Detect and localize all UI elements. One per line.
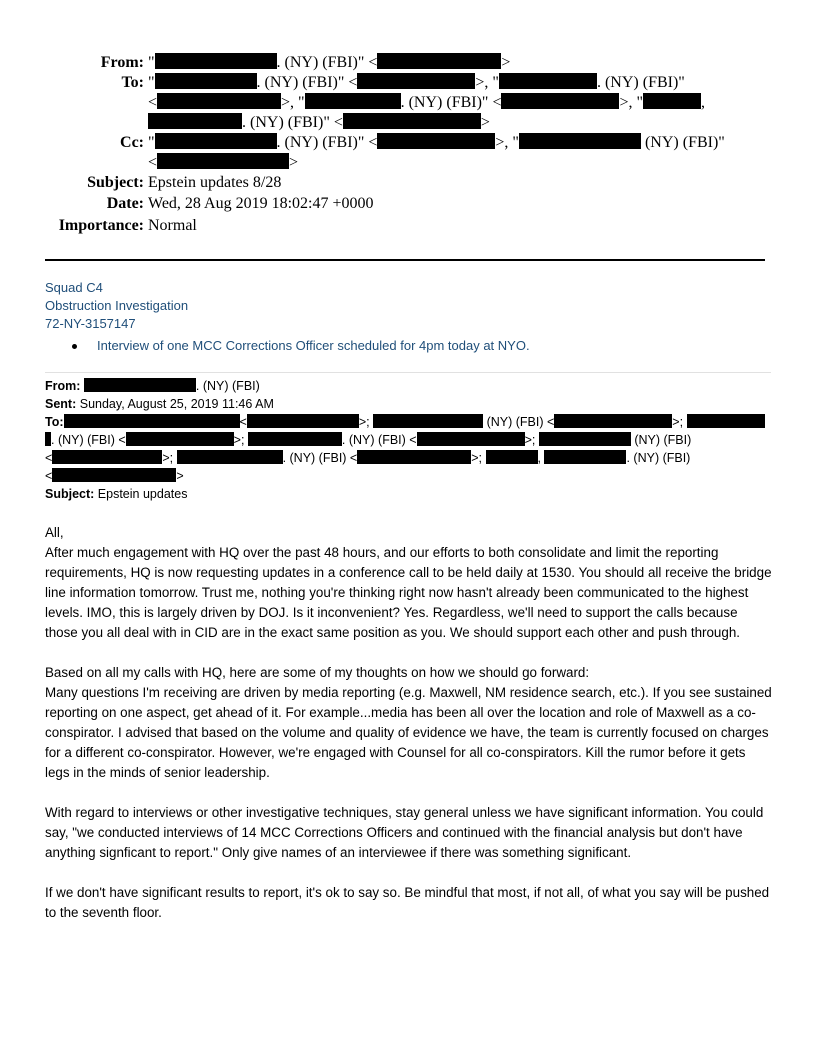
email-body bbox=[45, 523, 773, 923]
fwd-to-text: < bbox=[45, 451, 53, 465]
cc-row: Cc: " . (NY) (FBI)" < >, " (NY) (FBI)" < > bbox=[120, 134, 725, 171]
redaction bbox=[305, 93, 401, 109]
from-label: From: bbox=[100, 54, 144, 71]
to-text: >, " bbox=[475, 74, 499, 91]
case-number: 72-NY-3157147 bbox=[45, 316, 136, 331]
redaction bbox=[687, 414, 765, 428]
importance-value: Normal bbox=[148, 217, 197, 234]
cc-text: > bbox=[289, 154, 299, 171]
bullet-text: Interview of one MCC Corrections Officer scheduled for 4pm today at NYO. bbox=[97, 338, 530, 353]
fwd-to-label: To: bbox=[45, 415, 64, 429]
redaction bbox=[499, 73, 597, 89]
redaction bbox=[52, 450, 162, 464]
fwd-to-text: . (NY) (FBI) < bbox=[282, 451, 358, 465]
redaction bbox=[52, 468, 176, 482]
date-value: Wed, 28 Aug 2019 18:02:47 +0000 bbox=[148, 195, 374, 212]
date-row bbox=[0, 194, 816, 214]
redaction bbox=[343, 113, 481, 129]
cc-text: (NY) (FBI)" bbox=[644, 134, 725, 151]
to-label: To: bbox=[121, 74, 144, 91]
fwd-to-text: . (NY) (FBI) < bbox=[341, 433, 417, 447]
redaction bbox=[501, 93, 619, 109]
redaction bbox=[247, 414, 359, 428]
fwd-subject-value: Epstein updates bbox=[97, 487, 188, 501]
fwd-sent-label: Sent: bbox=[45, 397, 77, 411]
redaction bbox=[377, 133, 495, 149]
importance-label: Importance: bbox=[58, 217, 144, 234]
redaction bbox=[157, 153, 289, 169]
bullet-dot-icon bbox=[72, 344, 77, 349]
fwd-to-text: >; bbox=[524, 433, 536, 447]
redaction bbox=[539, 432, 631, 446]
fwd-to-text: , bbox=[537, 451, 541, 465]
redaction bbox=[177, 450, 283, 464]
to-text: . (NY) (FBI)" < bbox=[242, 114, 343, 131]
fwd-sent-value: Sunday, August 25, 2019 11:46 AM bbox=[79, 397, 274, 411]
paragraph-4: If we don't have significant results to report, it's ok to say so. Be mindful that most, if not all, of what you say will be pushed to the seventh floor. bbox=[45, 885, 770, 920]
cc-text: . (NY) (FBI)" < bbox=[276, 134, 378, 151]
fwd-from-label: From: bbox=[45, 379, 81, 393]
fwd-from-value: . (NY) (FBI) bbox=[195, 379, 260, 393]
redaction bbox=[64, 414, 240, 428]
forward-divider bbox=[45, 372, 771, 373]
to-text: , bbox=[701, 94, 706, 111]
redaction bbox=[554, 414, 672, 428]
from-row: From: " . (NY) (FBI)" < > bbox=[100, 54, 511, 71]
to-text: . (NY) (FBI)" < bbox=[256, 74, 358, 91]
cc-text: >, " bbox=[495, 134, 519, 151]
to-text: . (NY) (FBI)" < bbox=[400, 94, 502, 111]
redaction bbox=[155, 133, 277, 149]
redaction bbox=[544, 450, 626, 464]
redaction bbox=[519, 133, 641, 149]
fwd-to-text: (NY) (FBI) < bbox=[486, 415, 555, 429]
fwd-to-text: >; bbox=[358, 415, 370, 429]
date-label: Date: bbox=[106, 195, 144, 212]
redaction bbox=[248, 432, 342, 446]
redaction bbox=[357, 450, 471, 464]
to-text: . (NY) (FBI)" bbox=[596, 74, 685, 91]
subject-row bbox=[0, 173, 816, 193]
redaction bbox=[377, 53, 501, 69]
redaction bbox=[157, 93, 281, 109]
redaction bbox=[84, 378, 196, 392]
investigation-line: Obstruction Investigation bbox=[45, 298, 189, 313]
subject-label: Subject: bbox=[87, 174, 144, 191]
fwd-to-text: >; bbox=[672, 415, 684, 429]
fwd-to-text: >; bbox=[471, 451, 483, 465]
paragraph-2: Many questions I'm receiving are driven by media reporting (e.g. Maxwell, NM residence search, etc.). If you see sustained reporting on one aspect, get ahead of it. For example...media has been all over the location and role of Maxwell as a co-conspirator. I advised that based on the volume and quality of evidence we have, the team is currently focused on charges for a different co-conspirator. However, we're engaged with Counsel for all co-conspirators. Kill the rumor before it gets legs in the minds of senior leadership. bbox=[45, 685, 772, 780]
fwd-to-text: . (NY) (FBI) bbox=[626, 451, 691, 465]
redaction bbox=[126, 432, 234, 446]
to-text: >, " bbox=[619, 94, 644, 111]
redaction bbox=[148, 113, 242, 129]
paragraph-3: With regard to interviews or other investigative techniques, stay general unless we have significant information. You could say, "we conducted interviews of 14 MCC Corrections Officers and continued with the financial analysis but don't have anything signficant to report." Only give names of an interviewee if there was something significant. bbox=[45, 805, 764, 860]
redaction bbox=[155, 73, 257, 89]
paragraph-1: After much engagement with HQ over the past 48 hours, and our efforts to both consolidate and limit the reporting requirements, HQ is now requesting updates in a conference call to be held daily at 1530. You should all receive the bridge line information tomorrow. Trust me, nothing you're thinking right now hasn't already been communicated to the highest levels. IMO, this is largely driven by DOJ. Is it inconvenient? Yes. Regardless, we'll need to support the calls because those you all deal with in CID are in the exact same position as you. We should support each other and push through. bbox=[45, 545, 772, 640]
importance-row bbox=[0, 216, 816, 236]
fwd-to-text: >; bbox=[162, 451, 174, 465]
subject-value: Epstein updates 8/28 bbox=[148, 174, 282, 191]
squad-line: Squad C4 bbox=[45, 280, 103, 295]
to-row: To: " . (NY) (FBI)" < >, " . (NY) (FBI)" < >, " . (NY) (FBI)" < >, " , . (NY) (FBI)" < > bbox=[121, 74, 706, 131]
fwd-to-text: . (NY) (FBI) < bbox=[51, 433, 126, 447]
bullet-item bbox=[72, 337, 530, 355]
redaction bbox=[373, 414, 483, 428]
fwd-to-text: < bbox=[45, 469, 53, 483]
to-text: >, " bbox=[281, 94, 305, 111]
forwarded-header bbox=[45, 377, 771, 503]
fwd-to-text: > bbox=[176, 469, 184, 483]
fwd-to-text: < bbox=[239, 415, 247, 429]
fwd-to-text: (NY) (FBI) bbox=[634, 433, 692, 447]
greeting: All, bbox=[45, 525, 64, 540]
redaction bbox=[417, 432, 525, 446]
fwd-to-text: >; bbox=[233, 433, 245, 447]
fwd-subject-label: Subject: bbox=[45, 487, 95, 501]
redaction bbox=[643, 93, 701, 109]
cc-label: Cc: bbox=[120, 134, 144, 151]
header-divider bbox=[45, 259, 765, 261]
redaction bbox=[155, 53, 277, 69]
email-header bbox=[0, 53, 816, 236]
paragraph-2-intro: Based on all my calls with HQ, here are some of my thoughts on how we should go forward: bbox=[45, 665, 590, 680]
to-text: > bbox=[480, 114, 490, 131]
redaction bbox=[357, 73, 475, 89]
redaction bbox=[486, 450, 538, 464]
